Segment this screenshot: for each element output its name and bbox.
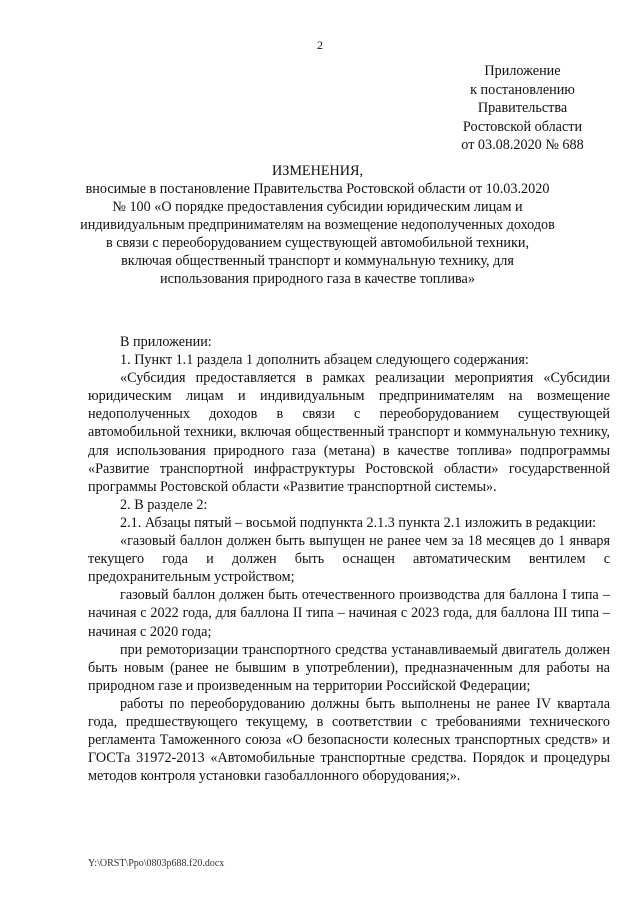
- paragraph: работы по переоборудованию должны быть выполнены не ранее IV квартала года, предшествующего текущему, в соответствии с требованиями технического регламента Таможенного союза «О безопасности колесных транспортных средств» и ГОСТа 31972-2013 «Автомобильные транспортные средства. Порядок и процедуры методов контроля установки газобаллонного оборудования;».: [88, 695, 610, 785]
- appendix-line: Ростовской области: [462, 118, 583, 135]
- paragraph: «газовый баллон должен быть выпущен не ранее чем за 18 месяцев до 1 января текущего года и должен быть оснащен автоматическим вентилем с предохранительным устройством;: [88, 533, 610, 586]
- heading-subtitle: вносимые в постановление Правительства Ростовской области от 10.03.2020 № 100 «О порядке предоставления субсидии юридическим лицам и индивидуальным предпринимателям на возмещение недополученных доходов в связи с переоборудованием существующей автомобильной техники, включая общественный транспорт и коммунальную технику, для использования природного газа в качестве топлива»: [80, 181, 555, 287]
- paragraph: 1. Пункт 1.1 раздела 1 дополнить абзацем следующего содержания:: [120, 352, 529, 369]
- paragraph: 2.1. Абзацы пятый – восьмой подпункта 2.1.3 пункта 2.1 изложить в редакции:: [120, 514, 597, 531]
- document-body: [88, 333, 610, 785]
- appendix-block: [440, 62, 605, 155]
- heading-title: ИЗМЕНЕНИЯ,: [271, 163, 364, 179]
- paragraph: В приложении:: [120, 334, 212, 350]
- appendix-line: Правительства: [477, 100, 568, 116]
- appendix-line: к постановлению: [470, 81, 575, 98]
- paragraph: при ремоторизации транспортного средства устанавливаемый двигатель должен быть новым (ранее не бывшим в употреблении), предназначенным для работы на природном газе и произведенным на территории Российской Федерации;: [88, 641, 610, 694]
- paragraph: «Субсидия предоставляется в рамках реализации мероприятия «Субсидии юридическим лицам и индивидуальным предпринимателям на возмещение недополученных доходов в связи с переоборудованием существующей автомобильной техники, включая общественный транспорт и коммунальную технику, для использования природного газа (метана) в качестве топлива» подпрограммы «Развитие транспортной инфраструктуры Ростовской области» государственной программы Ростовской области «Развитие транспортной системы».: [88, 370, 610, 495]
- appendix-line: от 03.08.2020 № 688: [461, 137, 584, 153]
- appendix-line: Приложение: [484, 63, 561, 79]
- page-number: 2: [317, 38, 323, 52]
- paragraph: 2. В разделе 2:: [120, 496, 208, 513]
- file-path-footer: Y:\ORST\Ppo\0803p688.f20.docx: [88, 858, 225, 869]
- paragraph: газовый баллон должен быть отечественного производства для баллона I типа – начиная с 2022 года, для баллона II типа – начиная с 2023 года, для баллона III типа – начиная с 2020 года;: [88, 587, 610, 640]
- document-heading: [80, 162, 555, 288]
